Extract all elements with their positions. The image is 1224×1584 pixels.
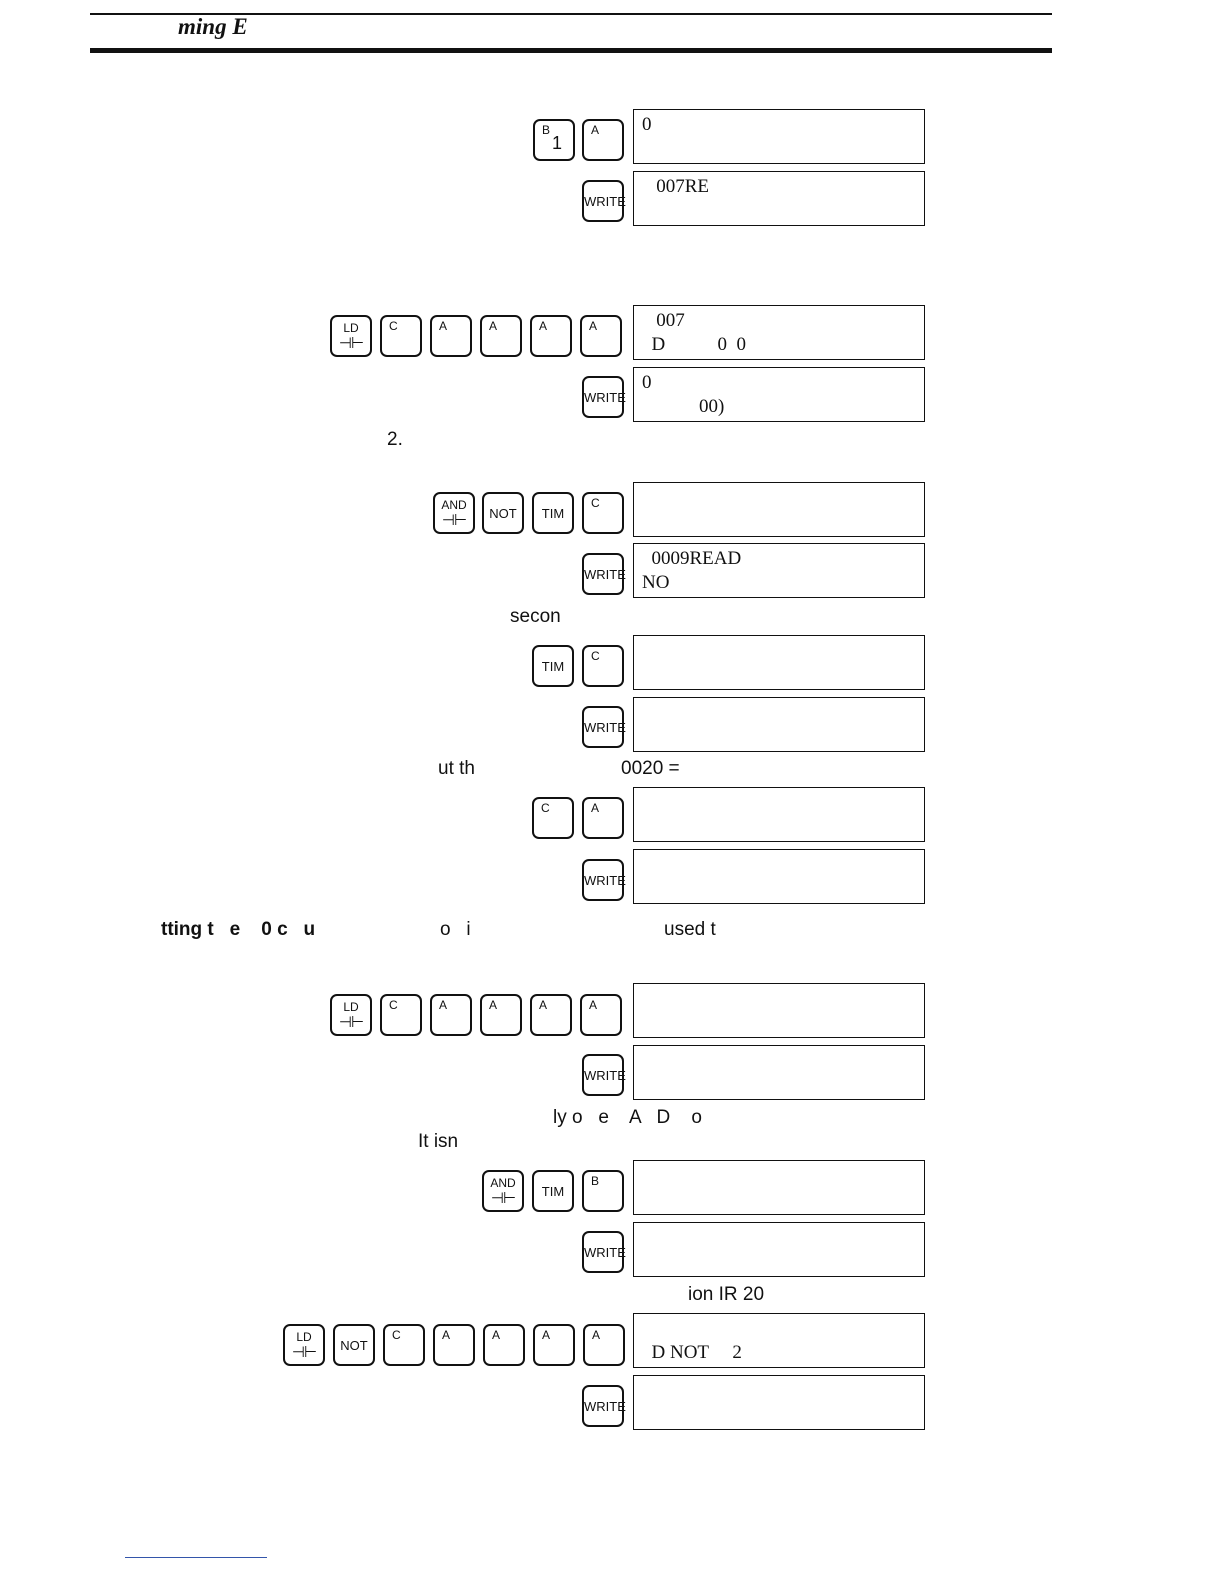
console-display [633,109,925,164]
key-write[interactable] [582,1385,624,1427]
key-label: LD [343,1000,359,1014]
body-text: It isn [418,1131,459,1152]
body-text: o i [440,919,471,940]
key-label: C [392,1328,401,1342]
key-label: A [539,998,548,1012]
contact-icon: ⊣⊢ [490,1190,516,1207]
key-c[interactable] [582,492,624,534]
display-line: 0 [642,114,652,135]
console-display [633,1222,925,1277]
key-write[interactable] [582,706,624,748]
key-a[interactable] [530,994,572,1036]
console-display [633,367,925,422]
key-label: A [439,998,448,1012]
console-display [633,543,925,598]
body-text: 0020 = [621,758,680,779]
key-not[interactable] [482,492,524,534]
header-rule-thick [90,48,1052,53]
key-label: A [589,998,598,1012]
key-label: NOT [340,1338,368,1353]
display-line: 00) [642,396,725,417]
header-title: ming E [178,14,248,39]
display-line: 0 [642,372,652,393]
contact-icon: ⊣⊢ [338,335,364,352]
key-write[interactable] [582,859,624,901]
display-line: 007RE [642,176,710,197]
key-and[interactable] [433,492,475,534]
key-write[interactable] [582,376,624,418]
key-and[interactable] [482,1170,524,1212]
key-write[interactable] [582,1231,624,1273]
key-label: WRITE [584,1068,626,1083]
console-display [633,983,925,1038]
key-label: B [542,123,551,137]
footer-link-underline[interactable] [125,1557,267,1558]
key-tim[interactable] [532,645,574,687]
key-a[interactable] [582,119,624,161]
key-c[interactable] [380,994,422,1036]
console-display [633,849,925,904]
body-text: ion IR 20 [688,1284,765,1305]
key-c[interactable] [582,645,624,687]
display-line: NO [642,572,670,593]
console-display [633,635,925,690]
key-b1[interactable] [533,119,575,161]
body-text: ut th [438,758,475,779]
key-label: AND [441,498,467,512]
key-write[interactable] [582,180,624,222]
console-display [633,1313,925,1368]
console-display [633,171,925,226]
key-label: NOT [489,506,517,521]
key-label: TIM [541,659,565,674]
display-line: 0009READ [642,548,742,569]
key-ld[interactable] [330,315,372,357]
key-c[interactable] [383,1324,425,1366]
key-label: C [591,496,600,510]
display-line: D NOT 2 [642,1342,742,1363]
key-label: C [389,319,398,333]
console-display [633,697,925,752]
key-label: A [489,998,498,1012]
console-display [633,1375,925,1430]
key-a[interactable] [430,994,472,1036]
key-a[interactable] [430,315,472,357]
key-a[interactable] [480,994,522,1036]
key-not[interactable] [333,1324,375,1366]
section-heading: tting t e 0 c u [161,919,316,940]
display-line: D 0 0 [642,334,746,355]
key-a[interactable] [480,315,522,357]
key-label: A [489,319,498,333]
key-c[interactable] [532,797,574,839]
key-ld[interactable] [330,994,372,1036]
contact-icon: ⊣⊢ [291,1344,317,1361]
key-label: WRITE [584,390,626,405]
key-tim[interactable] [532,492,574,534]
body-text: secon [510,606,561,627]
console-display [633,1160,925,1215]
key-label: C [389,998,398,1012]
key-label: WRITE [584,194,626,209]
key-a[interactable] [580,994,622,1036]
key-label: A [591,801,600,815]
key-write[interactable] [582,1054,624,1096]
body-text: ly o e A D o [553,1107,702,1128]
key-label: TIM [541,506,565,521]
key-a[interactable] [580,315,622,357]
key-label: 1 [551,133,562,153]
key-label: WRITE [584,873,626,888]
key-label: AND [490,1176,516,1190]
console-display [633,787,925,842]
key-b[interactable] [582,1170,624,1212]
console-display [633,482,925,537]
key-tim[interactable] [532,1170,574,1212]
key-label: A [439,319,448,333]
key-ld[interactable] [283,1324,325,1366]
key-label: A [492,1328,501,1342]
key-label: C [541,801,550,815]
key-write[interactable] [582,553,624,595]
key-a[interactable] [433,1324,475,1366]
key-label: WRITE [584,567,626,582]
key-label: WRITE [584,720,626,735]
step-number: 2. [387,429,403,450]
key-label: WRITE [584,1245,626,1260]
key-label: A [542,1328,551,1342]
key-a[interactable] [583,1324,625,1366]
key-label: C [591,649,600,663]
key-a[interactable] [483,1324,525,1366]
key-label: WRITE [584,1399,626,1414]
key-a[interactable] [533,1324,575,1366]
console-display [633,305,925,360]
key-label: A [592,1328,601,1342]
console-display [633,1045,925,1100]
contact-icon: ⊣⊢ [441,512,467,529]
key-a[interactable] [530,315,572,357]
key-label: B [591,1174,600,1188]
key-a[interactable] [582,797,624,839]
key-label: TIM [541,1184,565,1199]
key-label: A [442,1328,451,1342]
key-label: A [591,123,600,137]
key-c[interactable] [380,315,422,357]
key-label: A [589,319,598,333]
contact-icon: ⊣⊢ [338,1014,364,1031]
key-label: A [539,319,548,333]
body-text: used t [664,919,716,940]
display-line: 007 [642,310,685,331]
key-label: LD [296,1330,312,1344]
key-label: LD [343,321,359,335]
